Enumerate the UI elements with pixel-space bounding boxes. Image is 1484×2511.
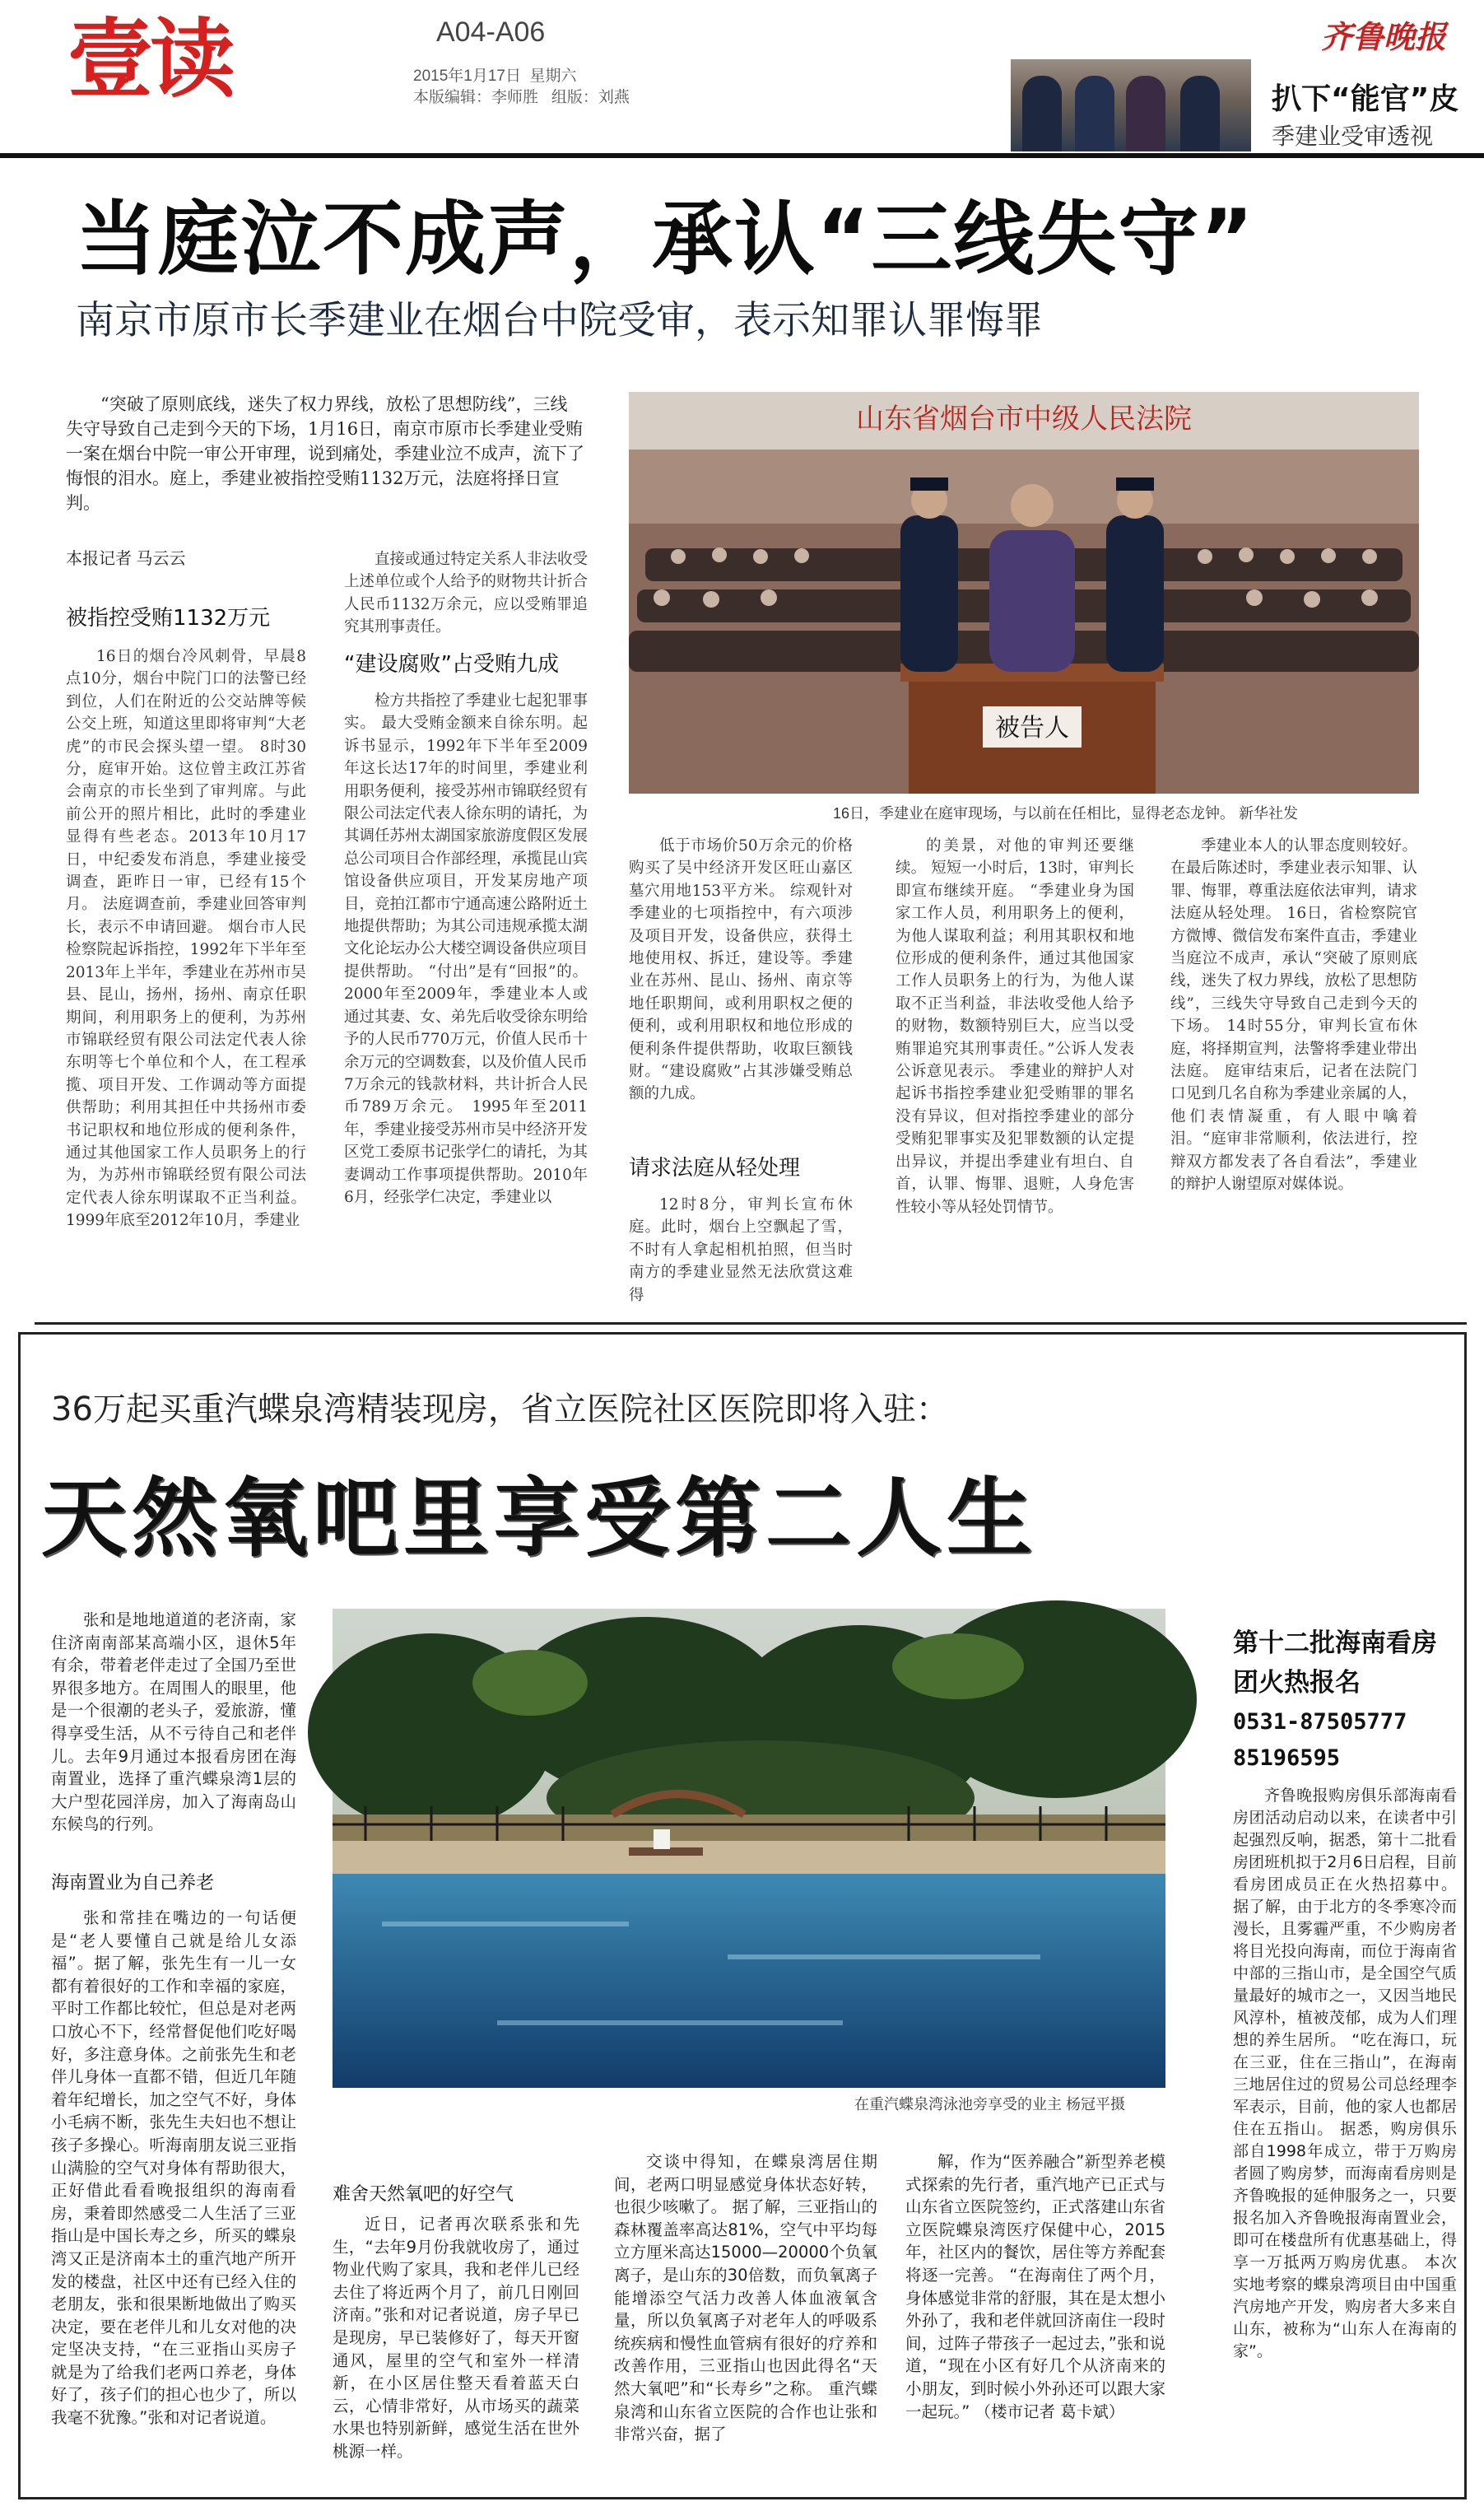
story1-section-head: 请求法庭从轻处理 [629, 1156, 801, 1181]
story-divider [35, 1322, 1467, 1325]
story2-column-1a [51, 1609, 296, 1852]
story1-column-text: 的美景，对他的审判还要继续。 短短一小时后，13时，审判长即宣布继续开庭。 “季建业身为国家工作人员，利用职务上的便利，为他人谋取利益；利用其职权和地位形成的便利条件，通过其他国家工作人员职务上的行为，为他人谋取不正当利益，非法收受他人给予的财物，数额特别巨大，应当以受贿罪追究其刑事责任。”公诉人发表公诉意见表示。 季建业的辩护人对起诉书指控季建业犯受贿罪的罪名没有异议，但对指控季建业的部分受贿犯罪事实及犯罪数额的认定提出异议，并提出季建业有坦白、自首，认罪、悔罪、退赃，人身危害性较小等从轻处罚情节。 [896, 837, 1134, 1216]
masthead-rule [0, 153, 1484, 158]
sidebar-title: 第十二批海南看房团火热报名 [1233, 1628, 1437, 1698]
police-figure [1075, 76, 1114, 151]
promo-title[interactable]: 扒下“能官”皮 [1272, 82, 1459, 116]
story2-column-text: 交谈中得知，在蝶泉湾居住期间，老两口明显感觉身体状态好转，也很少咳嗽了。 据了解，三亚指山的森林覆盖率高达81%，空气中平均每立方厘米高达15000—20000个负氧离子，是山东的30倍数，而负氧离子能增添空气活力改善人体血液氧含量，所以负氧离子对老年人的呼吸系统疾病和慢性血管病有很好的疗养和改善作用，三亚指山也因此得名“天然大氧吧”和“长寿乡”之称。 重汽蝶泉湾和山东省立医院的合作也让张和非常兴奋，据了 [614, 2152, 877, 2444]
story1-byline: 本报记者 马云云 [66, 550, 186, 568]
promo-subtitle: 季建业受审透视 [1272, 123, 1434, 149]
police-figure [1180, 76, 1220, 151]
sidebar-paragraph: 齐鲁晚报购房俱乐部海南看房团活动启动以来，在读者中引起强烈反响，据悉，第十二批看房团班机拟于2月6日启程，目前看房团成员正在火热招募中。 据了解，由于北方的冬季寒冷而漫长，且雾霾严重，不少购房者将目光投向海南，而位于海南省中部的三指山市，是全国空气质量最好的城市之一，又因当地民风淳朴，植被茂郁，成为人们理想的养生居所。 “吃在海口，玩在三亚，住在三指山”，在海南三地居住过的贸易公司总经理李军表示，目前，他的家人也都居住在五指山。 据悉，购房俱乐部自1998年成立，带于万购房者圆了购房梦，而海南看房则是齐鲁晚报的延伸服务之一，只要报名加入齐鲁晚报海南置业会，即可在楼盘所有优惠基础上，得享一万抵两万购房优惠。 本次实地考察的蝶泉湾项目由中国重汽房地产开发，购房者大多来自山东，被称为“山东人在海南的家”。 [1233, 1787, 1457, 2360]
defendant-figure [1126, 76, 1165, 151]
editor-credits: 本版编辑：李师胜 组版：刘燕 [413, 89, 630, 106]
sidebar-phone-1[interactable]: 0531-87505777 [1233, 1709, 1407, 1735]
police-figure [1022, 76, 1062, 151]
court-banner: 山东省烟台市中级人民法院 [856, 403, 1192, 436]
story1-column-text: 12时8分，审判长宣布休庭。此时，烟台上空飘起了雪，不时有人拿起相机拍照，但当时南方的季建业显然无法欣赏这难得 [629, 1196, 853, 1304]
issue-date: 2015年1月17日 星期六 [413, 68, 577, 85]
pool-photo [333, 1609, 1165, 2088]
page-range: A04-A06 [436, 16, 546, 48]
story1-column-3a [629, 835, 853, 1181]
story1-column-3b [629, 1194, 853, 1304]
story2-headline: 天然氧吧里享受第二人生 [41, 1468, 1038, 1568]
story1-headline: 当庭泣不成声，承认“三线失守” [76, 193, 1255, 287]
story2-section-head: 海南置业为自己养老 [51, 1873, 215, 1894]
story1-column-text: 16日的烟台冷风刺骨，早晨8点10分，烟台中院门口的法警已经到位，人们在附近的公交站牌等候公交上班，知道这里即将审判“大老虎”的市民会探头望一望。 8时30分，庭审开始。这位曾主政江苏省会南京的市长坐到了审判席。与此前公开的照片相比，此时的季建业显得有些老态。2013年10月17日，中纪委发布消息，季建业接受调查，距昨日一审，已经有15个月。 法庭调查前，季建业回答审判长，表示不申请回避。 烟台市人民检察院起诉指控，1992年下半年至2013年上半年，季建业在苏州市吴县、昆山，扬州，扬州、南京任职期间，利用职务上的便利，为苏州市锦联经贸有限公司法定代表人徐东明等七个单位和个人，在工程承揽、项目开发、工作调动等方面提供帮助；利用其担任中共扬州市委书记职权和地位形成的便利条件，通过其他国家工作人员职务上的行为，为苏州市锦联经贸有限公司法定代表人徐东明谋取不正当利益。 1999年底至2012年10月，季建业 [66, 648, 306, 1230]
story1-column-text: 低于市场价50万余元的价格购买了吴中经济开发区旺山嘉区墓穴用地153平方米。 综观针对季建业的七项指控中，有六项涉及项目开发，设备供应，获得土地使用权、拆迁，建设等。季建业在苏州、昆山、扬州、南京等地任职期间，或利用职权之便的便利，或利用职权和地位形成的便利条件提供帮助，收取巨额钱财。“建设腐败”占其涉嫌受贿总额的九成。 [629, 837, 853, 1103]
story2-column-text: 张和是地地道道的老济南，家住济南南部某高端小区，退休5年有余，带着老伴走过了全国乃至世界很多地方。在周围人的眼里，他是一个很潮的老头子，爱旅游，懂得享受生活，从不亏待自己和老伴儿。去年9月通过本报看房团在海南置业，选择了重汽蝶泉湾1层的大户型花园洋房，加入了海南岛山东候鸟的行列。 [51, 1610, 296, 1834]
story2-column-text: 张和常挂在嘴边的一句话便是“老人要懂自己就是给儿女添福”。据了解，张先生有一儿一女都有着很好的工作和幸福的家庭，平时工作都比较忙，但总是对老两口放心不下，经常督促他们吃好喝好，多注意身体。之前张先生和老伴儿身体一直都不错，但近几年随着年纪增长，加之空气不好，身体小毛病不断，张先生夫妇也不想让孩子多操心。听海南朋友说三亚指山满脸的空气对身体有帮助很大，正好借此看看晚报组织的海南看房，秉着即然感受二人生活了三亚指山是中国长寿之乡，所买的蝶泉湾又正是济南本土的重汽地产所开发的楼盘，社区中还有已经入住的老朋友，张和很果断地做出了购买决定，要在老伴儿和儿女对他的决定坚决支持，“在三亚指山买房子就是为了给我们老两口养老，身体好了，孩子们的担心也少了，所以我毫不犹豫。”张和对记者说道。 [51, 1908, 296, 2428]
story1-section-head: “建设腐败”占受贿九成 [344, 652, 559, 677]
courtroom-photo [629, 392, 1419, 794]
story1-column-text: 季建业本人的认罪态度则较好。在最后陈述时，季建业表示知罪、认罪、悔罪，尊重法庭依法审判，请求法庭从轻处理。 16日，省检察院官方微博、微信发布案件直击，季建业当庭泣不成声，承认“突破了原则底线，迷失了权力界线，放松了思想防线”，三线失守导致自己走到今天的下场。 14时55分，审判长宣布休庭，将择期宣判，法警将季建业带出法庭。 庭审结束后，记者在法院门口见到几名自称为季建业亲属的人，他们表情凝重，有人眼中噙着泪。“庭审非常顺利，依法进行，控辩双方都发表了各自看法”，季建业的辩护人谢望原对媒体说。 [1170, 837, 1417, 1194]
story2-column-text: 解，作为“医养融合”新型养老模式探索的先行者，重汽地产已正式与山东省立医院签约，正式落建山东省立医院蝶泉湾医疗保健中心，2015年，社区内的餐饮，居住等方养配套将逐一完善。 “在海南住了两个月，身体感觉非常的舒服，其在是太想小外孙了，我和老伴就回济南住一段时间，过阵子带孩子一起过去，”张和说道，“现在小区有好几个从济南来的小朋友，到时候小外孙还可以跟大家一起玩。” （楼市记者 葛卡斌） [905, 2152, 1165, 2421]
section-logo: 壹读 [67, 9, 233, 109]
story2-section-head: 难舍天然氧吧的好空气 [333, 2184, 514, 2205]
story2-column-4 [905, 2150, 1165, 2485]
courtroom-photo-caption: 16日，季建业在庭审现场，与以前在任相比，显得老态龙钟。 新华社发 [833, 805, 1299, 822]
courtroom-illustration [629, 392, 1419, 794]
story1-column-text: 检方共指控了季建业七起犯罪事实。 最大受贿金额来自徐东明。起诉书显示，1992年下半年至2009年这长达17年的时间里，季建业利用职务便利，接受苏州市锦联经贸有限公司法定代表人徐东明的请托，为其调任苏州太湖国家旅游度假区发展总公司项目合作部经理，承揽昆山宾馆设备供应项目，开发某房地产项目，竞拍江都市宁通高速公路附近土地提供帮助；为其公司违规承揽太湖文化论坛办公大楼空调设备供应项目提供帮助。 “付出”是有“回报”的。2000年至2009年，季建业本人或通过其妻、女、弟先后收受徐东明给予的人民币770万元，价值人民币十余万元的空调数套，以及价值人民币7万余元的钱款材料，共计折合人民币789万余元。 1995年至2011年，季建业接受苏州市吴中经济开发区党工委原书记张学仁的请托，为其妻调动工作事项提供帮助。2010年6月，经张学仁决定，季建业以 [344, 692, 588, 1206]
story1-column-2b [344, 690, 588, 1279]
story1-subhead: 南京市原市长季建业在烟台中院受审，表示知罪认罪悔罪 [76, 298, 1043, 343]
story2-column-1b [51, 1907, 296, 2483]
promo-photo [1011, 59, 1251, 151]
sidebar-text [1233, 1785, 1457, 2485]
story1-section-head: 被指控受贿1132万元 [66, 606, 271, 631]
story1-column-4 [896, 835, 1134, 1279]
story1-lede: “突破了原则底线，迷失了权力界线，放松了思想防线”，三线失守导致自己走到今天的下场，1月16日，南京市原市长季建业受贿一案在烟台中院一审公开审理，说到痛处，季建业泣不成声，流下了悔恨的泪水。庭上，季建业被指控受贿1132万元，法庭将择日宣判。 [66, 394, 584, 513]
newspaper-logo: 齐鲁晚报 [1321, 18, 1447, 55]
story2-column-3 [614, 2150, 877, 2485]
story2-kicker: 36万起买重汽蝶泉湾精装现房，省立医院社区医院即将入驻： [51, 1391, 949, 1428]
story2-column-text: 近日，记者再次联系张和先生，“去年9月份我就收房了，通过物业代购了家具，我和老伴儿已经去住了将近两个月了，前几日刚回济南。”张和对记者说道，房子早已是现房，早已装修好了，每天开窗通风，屋里的空气和室外一样清新，在小区居住整天看着蓝天白云，心情非常好，从市场买的蔬菜水果也特别新鲜，感觉生活在世外桃源一样。 [333, 2215, 579, 2461]
pool-illustration [333, 1609, 1165, 2088]
defendant-plaque: 被告人 [995, 714, 1069, 743]
story1-column-text: 直接或通过特定关系人非法收受上述单位或个人给予的财物共计折合人民币1132万余元，应以受贿罪追究其刑事责任。 [344, 551, 588, 636]
story1-column-2a [344, 548, 588, 639]
pool-photo-caption: 在重汽蝶泉湾泳池旁享受的业主 杨冠平摄 [854, 2096, 1125, 2113]
story1-column-1 [66, 645, 306, 1279]
story1-column-5 [1170, 835, 1417, 1279]
sidebar-phone-2[interactable]: 85196595 [1233, 1745, 1341, 1771]
issue-meta [413, 66, 630, 109]
story2-column-2 [333, 2213, 579, 2485]
